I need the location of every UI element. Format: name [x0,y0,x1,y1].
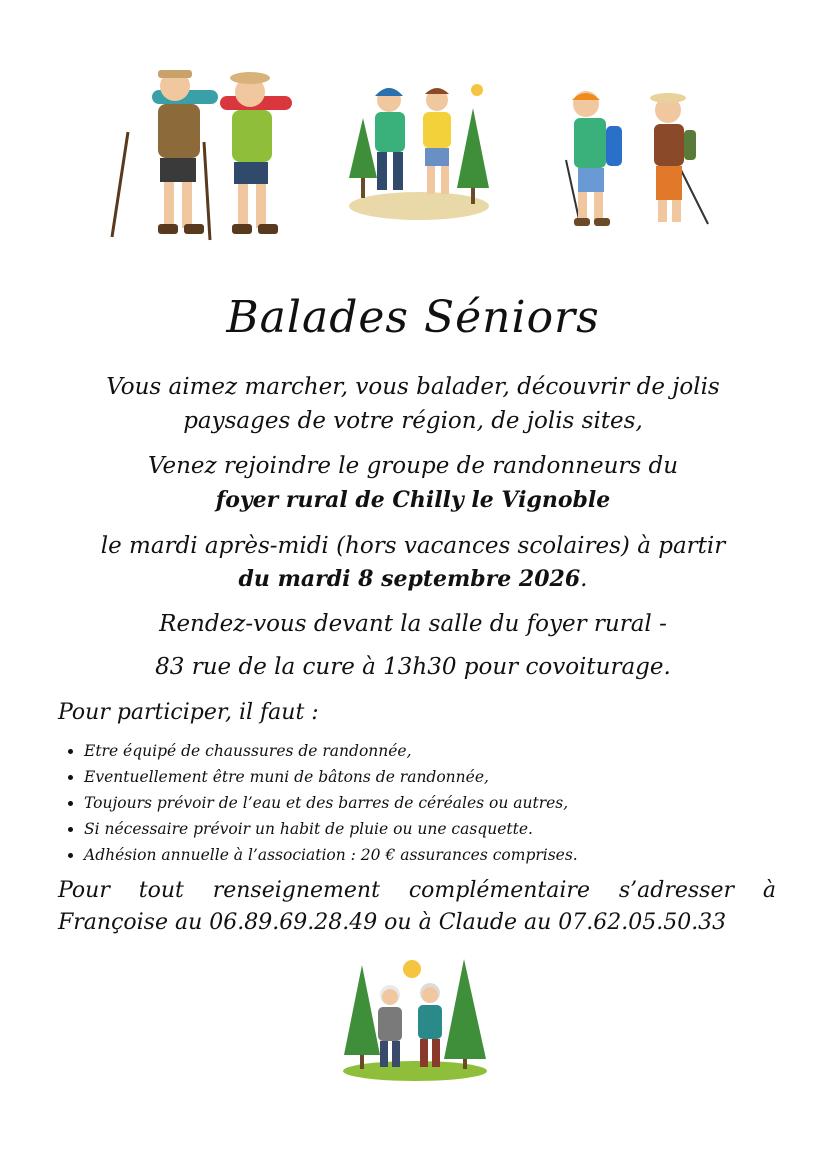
contact-line-2: Françoise au 06.89.69.28.49 ou à Claude au 07.62.05.50.33 [58,910,727,935]
elderly-couple-walking-illustration [340,955,490,1083]
list-item: • Si nécessaire prévoir un habit de pluie ou une casquette. [84,816,578,842]
list-item: • Eventuellement être muni de bâtons de randonnée, [84,764,578,790]
intro-line-4: foyer rural de Chilly le Vignoble [215,487,611,513]
page-title: Balades Séniors [226,292,600,343]
requirements-lead: Pour participer, il faut : [58,700,319,725]
intro-line-8: 83 rue de la cure à 13h30 pour covoiturage. [155,654,671,680]
intro-line-3: Venez rejoindre le groupe de randonneurs du [147,453,679,479]
contact-line-1: Pour tout renseignement complémentaire s’adresser à [58,878,776,903]
senior-hikers-illustration [100,62,300,242]
list-item: • Etre équipé de chaussures de randonnée, [84,738,578,764]
young-hikers-illustration [560,88,712,230]
list-item: • Adhésion annuelle à l’association : 20 € assurances comprises. [84,842,578,868]
list-item: • Toujours prévoir de l’eau et des barres de céréales ou autres, [84,790,578,816]
intro-line-7: Rendez-vous devant la salle du foyer rural - [159,611,667,637]
intro-line-1: Vous aimez marcher, vous balader, découvrir de jolis [106,374,720,400]
intro-line-5: le mardi après-midi (hors vacances scolaires) à partir [100,533,726,559]
start-date: du mardi 8 septembre 2026 [238,566,581,592]
intro-line-2: paysages de votre région, de jolis sites, [183,408,643,434]
intro-line-6-end: . [580,566,588,592]
intro-line-6 [40,566,786,592]
kids-forest-hike-illustration [345,78,493,223]
requirements-list [58,738,578,868]
